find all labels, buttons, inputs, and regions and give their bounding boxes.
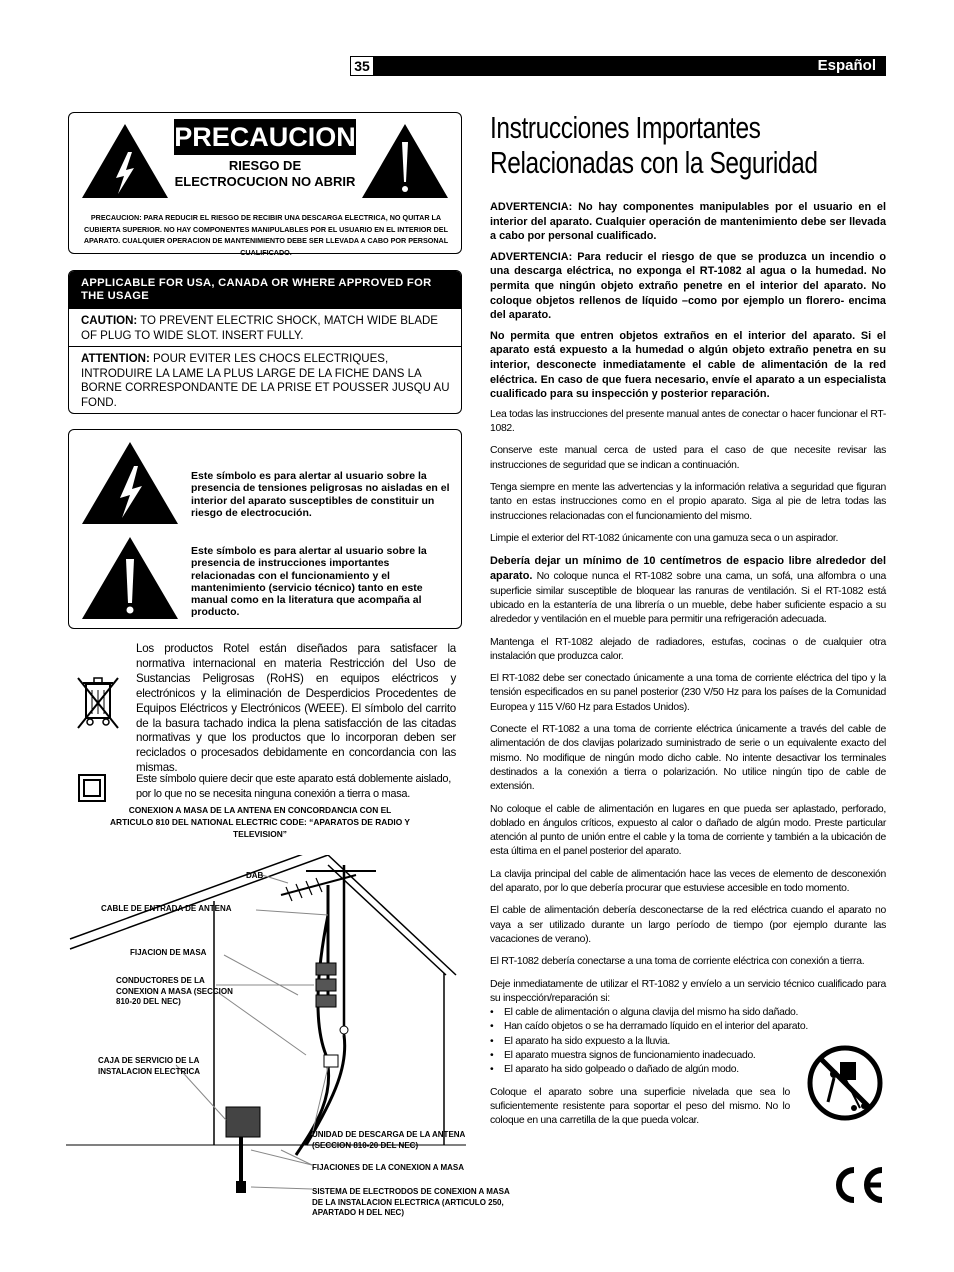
label-fijacion-masa: FIJACION DE MASA bbox=[130, 948, 207, 957]
paragraph-7: El RT-1082 debe ser conectado únicamente a una toma de corriente eléctrica del tipo y la tensión especificados en su panel posterior (230 V/50 Hz para los países de la Comunidad Europea y 115 V/60 Hz para Estados Unidos). bbox=[490, 673, 886, 713]
usa-box-header: APPLICABLE FOR USA, CANADA OR WHERE APPROVED FOR THE USAGE bbox=[69, 271, 461, 309]
attention-plug-text: ATTENTION: POUR EVITER LES CHOCS ELECTRIQUES, INTRODUIRE LA LAME LA PLUS LARGE DE LA FICHE DANS LA BORNE CORRESPONDANTE DE LA PRISE ET POUSSER JUSQU AU FOND. bbox=[81, 353, 450, 409]
rohs-text: Los productos Rotel están diseñados para satisfacer la normativa internacional en materia Restricción del Uso de Sustancias Peligrosas (RoHS) en equipos eléctricos y electrónicos y la eliminación de Desperdicios Procedentes de Equipos Eléctricos y Electrónicos (WEEE). El símbolo del carrito de la basura tachado indica la plena satisfacción de las citadas normativas y que los productos que lo incorporan deben ser reciclados o procesados debidamente en concordancia con las mismas. bbox=[136, 642, 456, 775]
list-item: • El aparato ha sido expuesto a la lluvia. bbox=[504, 1035, 886, 1049]
lightning-symbol-icon bbox=[80, 440, 180, 526]
list-item: • El aparato muestra signos de funcionamiento inadecuado. bbox=[504, 1049, 886, 1063]
label-caja-servicio: CAJA DE SERVICIO DE LA INSTALACION ELECTRICA bbox=[98, 1056, 201, 1076]
paragraph-14: Coloque el aparato sobre una superficie nivelada que sea lo suficientemente resistente para soportar el peso del mismo. No lo coloque en una carretilla de la que pueda volcar. bbox=[490, 1086, 790, 1127]
paragraph-12: El RT-1082 debería conectarse a una toma de corriente eléctrica con conexión a tierra. bbox=[490, 956, 865, 968]
label-dab: DAB bbox=[246, 871, 264, 880]
list-item: • Han caído objetos o se ha derramado líquido en el interior del aparato. bbox=[504, 1020, 886, 1034]
header-bar bbox=[350, 56, 886, 76]
double-insulation-icon bbox=[78, 774, 106, 802]
paragraph-8: Conecte el RT-1082 a una toma de corriente eléctrica únicamente a través del cable de alimentación de dos clavijas polarizado suministrado de serie o un equivalente exacto del mismo. No modifique de ningún modo dicho cable. No intente desactivar los terminales destinados a la conexión a tierra o polarización. No utilice ningún tipo de cable de extensión. bbox=[490, 724, 886, 793]
exclamation-symbol-icon bbox=[80, 535, 180, 621]
paragraph-10: La clavija principal del cable de alimentación hace las veces de elemento de desconexión del aparato, por lo que debería procurar que estuviese accesible en todo momento. bbox=[490, 868, 886, 895]
caution-plug-text: CAUTION: TO PREVENT ELECTRIC SHOCK, MATCH WIDE BLADE OF PLUG TO WIDE SLOT. INSERT FULLY. bbox=[81, 315, 438, 342]
paragraph-11: El cable de alimentación debería desconectarse de la red eléctrica cuando el aparato no vaya a ser utilizado durante un largo período de tiempo (por ejemplo durante las vacaciones de verano). bbox=[490, 905, 886, 945]
paragraph-4: Limpie el exterior del RT-1082 únicamente con una gamuza seca o un aspirador. bbox=[490, 532, 839, 544]
paragraph-6: Mantenga el RT-1082 alejado de radiadores, estufas, cocinas o de cualquier otra instalación que produzca calor. bbox=[490, 636, 886, 662]
usa-divider bbox=[69, 346, 461, 347]
double-insulation-text: Este símbolo quiere decir que este aparato está doblemente aislado, por lo que no se necesita ninguna conexión a tierra o masa. bbox=[136, 773, 451, 800]
caution-subtitle: RIESGO DE ELECTROCUCION NO ABRIR bbox=[174, 158, 356, 189]
no-cart-icon bbox=[806, 1044, 884, 1122]
paragraph-2: Conserve este manual cerca de usted para el caso de que necesite revisar las instrucciones de seguridad que se indican a continuación. bbox=[490, 445, 886, 471]
paragraph-5: Debería dejar un mínimo de 10 centímetros de espacio libre alrededor del aparato. No coloque nunca el RT-1082 sobre una cama, un sofá, una alfombra o una superficie similar susceptible de bloquear las ranuras de ventilación. Si el RT-1082 está ubicado en la estantería de una librería o un mueble, debe haber suficiente espacio a su alrededor y ventilación en el mueble para permitir una refrigeración adecuada. bbox=[490, 555, 886, 626]
page-title: Instrucciones Importantes Relacionadas con la Seguridad bbox=[490, 110, 818, 180]
paragraph-1: Lea todas las instrucciones del presente manual antes de conectar o hacer funcionar el RT-1082. bbox=[490, 408, 886, 435]
safety-instructions bbox=[490, 200, 886, 1136]
caution-title: PRECAUCION bbox=[174, 119, 356, 155]
paragraph-3: Tenga siempre en mente las advertencias y la información relativa a seguridad que figuran tanto en estas instrucciones como en el propio aparato. Siga al pie de letra todas las instrucciones relacionadas con el funcionamiento del mismo. bbox=[490, 481, 886, 522]
warning-3: No permita que entren objetos extraños en el interior del aparato. Si el aparato está expuesto a la humedad o algún objeto extraño penetra en su interior, desconecte inmediatamente el cable de alimentación de la red eléctrica. En caso de que fuera necesario, envíe el aparato a un especialista cualificado para su inspección y posterior reparación. bbox=[490, 329, 886, 401]
page-number: 35 bbox=[350, 56, 374, 76]
list-item: • El aparato ha sido golpeado o dañado de algún modo. bbox=[504, 1063, 886, 1077]
label-fijaciones-conexion: FIJACIONES DE LA CONEXION A MASA bbox=[312, 1163, 465, 1172]
caution-note: PRECAUCION: PARA REDUCIR EL RIESGO DE RECIBIR UNA DESCARGA ELECTRICA, NO QUITAR LA CUBIERTA SUPERIOR. NO HAY COMPONENTES MANIPULABLES POR EL USUARIO EN EL INTERIOR DEL APARATO. CUALQUIER OPERACION DE MANTENIMIENTO DEBE SER LLEVADA A CABO POR PERSONAL CUALIFICADO. bbox=[83, 213, 449, 257]
label-conductores: CONDUCTORES DE LA CONEXION A MASA (SECCION 810-20 DEL NEC) bbox=[116, 976, 233, 1006]
paragraph-13: Deje inmediatamente de utilizar el RT-1082 y envíelo a un servicio técnico cualificado para su inspección/reparación si: bbox=[490, 978, 886, 1004]
label-sistema-electrodos: SISTEMA DE ELECTRODOS DE CONEXION A MASA DE LA INSTALACION ELECTRICA (ARTICULO 250, APARTADO H DEL NEC) bbox=[312, 1187, 510, 1217]
list-item: • El cable de alimentación o alguna clavija del mismo ha sido dañado. bbox=[504, 1006, 886, 1020]
diagram-title: CONEXION A MASA DE LA ANTENA EN CONCORDANCIA CON EL ARTICULO 810 DEL NATIONAL ELECTRIC CODE: “APARATOS DE RADIO Y TELEVISION” bbox=[110, 805, 410, 839]
label-cable-entrada: CABLE DE ENTRADA DE ANTENA bbox=[101, 904, 232, 913]
lightning-symbol-text: Este símbolo es para alertar al usuario sobre la presencia de tensiones peligrosas no aisladas en el interior del aparato susceptibles de constituir un riesgo de electrocución. bbox=[191, 470, 450, 519]
language-label: Español bbox=[817, 57, 876, 74]
exclamation-warning-icon bbox=[360, 122, 450, 200]
warning-1: ADVERTENCIA: No hay componentes manipulables por el usuario en el interior del aparato. Cualquier operación de mantenimiento debe ser llevada a cabo por personal cualificado. bbox=[490, 201, 886, 243]
lightning-warning-icon bbox=[80, 122, 170, 200]
warning-2: ADVERTENCIA: Para reducir el riesgo de que se produzca un incendio o una descarga eléctrica, no exponga el RT-1082 al agua o la humedad. No permita que ningún objeto extraño penetre en el interior del aparato. No coloque objetos rellenos de líquido –como por ejemplo un florero- encima del aparato. bbox=[490, 250, 886, 322]
crossed-bin-icon bbox=[76, 674, 122, 732]
exclamation-symbol-text: Este símbolo es para alertar al usuario sobre la presencia de instrucciones importantes relacionadas con el funcionamiento y el mantenimiento (servicio técnico) tanto en este manual como en la literatura que acompaña al producto. bbox=[191, 545, 427, 619]
paragraph-9: No coloque el cable de alimentación en lugares en que pueda ser aplastado, perforado, doblado en ángulos críticos, expuesto al calor o dañado de algún modo. Preste particular atención al punto de unión entre el cable y la toma de corriente y también a la ubicación de esta última en el panel posterior del aparato. bbox=[490, 803, 886, 858]
ce-mark-icon bbox=[832, 1166, 886, 1204]
label-unidad-descarga: UNIDAD DE DESCARGA DE LA ANTENA (SECCION 810-20 DEL NEC) bbox=[312, 1130, 466, 1150]
